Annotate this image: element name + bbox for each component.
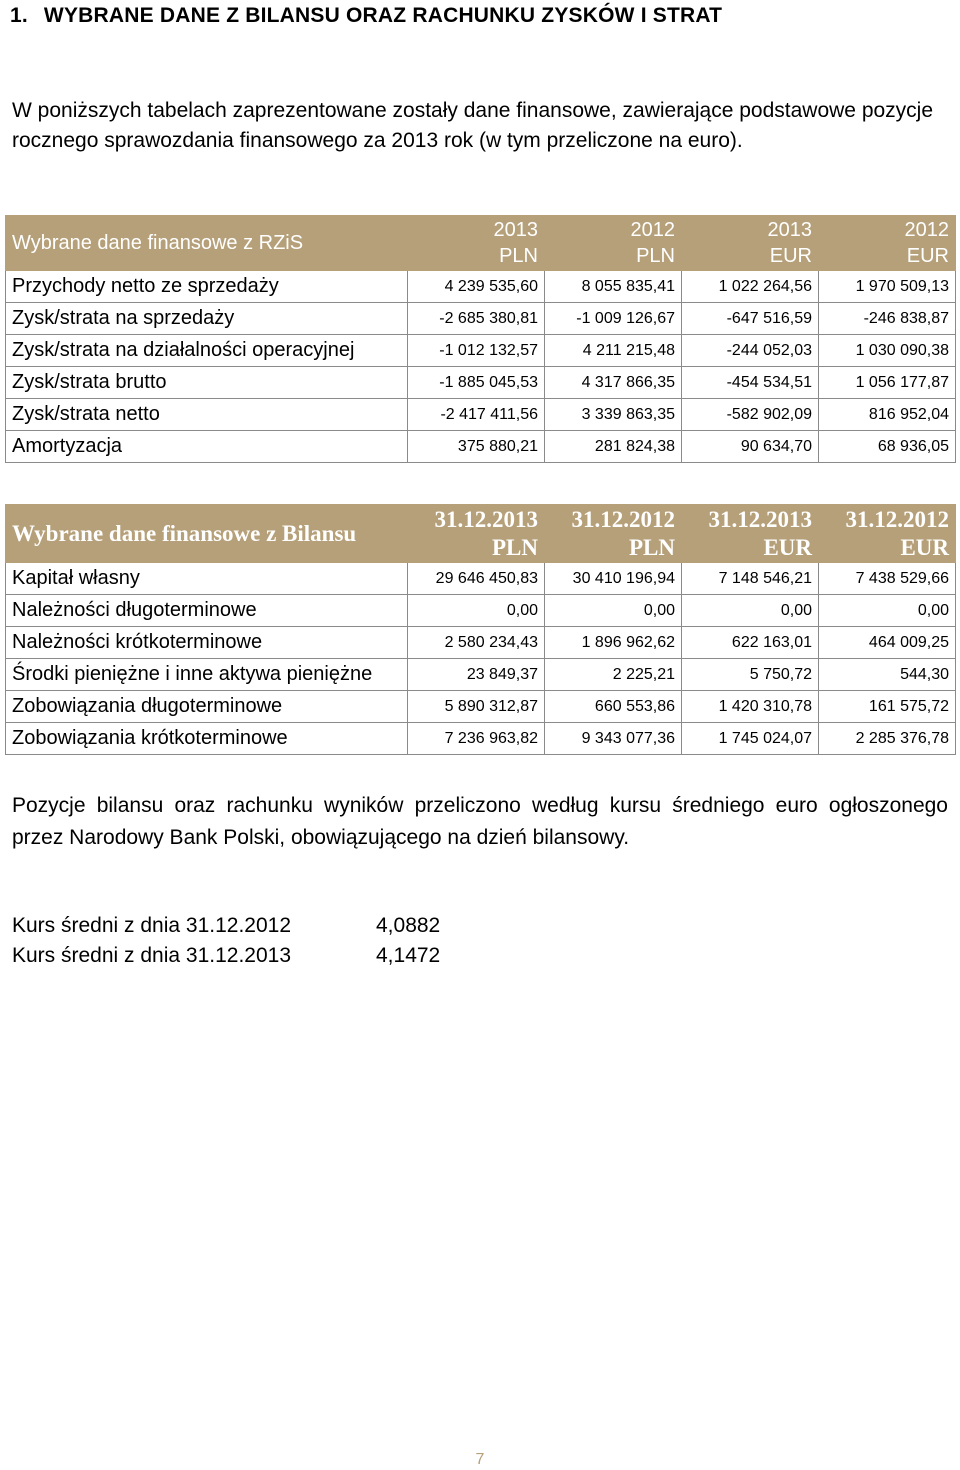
bilans-column-header: 31.12.2013 PLN [408, 505, 545, 563]
value-cell: 0,00 [682, 595, 819, 627]
value-cell: -2 685 380,81 [408, 303, 545, 335]
value-cell: 7 438 529,66 [819, 563, 956, 595]
value-cell: 1 056 177,87 [819, 367, 956, 399]
exchange-rate-label: Kurs średni z dnia 31.12.2013 [12, 944, 292, 967]
rzis-column-header: 2013 EUR [682, 216, 819, 271]
table-row [6, 595, 956, 627]
row-label: Zobowiązania długoterminowe [6, 691, 408, 723]
bilans-column-header: 31.12.2012 PLN [545, 505, 682, 563]
rzis-column-header: 2012 PLN [545, 216, 682, 271]
value-cell: -1 009 126,67 [545, 303, 682, 335]
bilans-table-title: Wybrane dane finansowe z Bilansu [6, 505, 408, 563]
value-cell: 9 343 077,36 [545, 723, 682, 755]
value-cell: 375 880,21 [408, 431, 545, 463]
value-cell: 3 339 863,35 [545, 399, 682, 431]
row-label: Przychody netto ze sprzedaży [6, 271, 408, 303]
value-cell: 0,00 [819, 595, 956, 627]
value-cell: -454 534,51 [682, 367, 819, 399]
table-row [6, 271, 956, 303]
exchange-rates [12, 911, 440, 971]
value-cell: 2 285 376,78 [819, 723, 956, 755]
row-label: Zysk/strata na sprzedaży [6, 303, 408, 335]
value-cell: 1 896 962,62 [545, 627, 682, 659]
value-cell: 161 575,72 [819, 691, 956, 723]
value-cell: 4 239 535,60 [408, 271, 545, 303]
row-label: Zobowiązania krótkoterminowe [6, 723, 408, 755]
row-label: Środki pieniężne i inne aktywa pieniężne [6, 659, 408, 691]
value-cell: 2 580 234,43 [408, 627, 545, 659]
value-cell: 660 553,86 [545, 691, 682, 723]
value-cell: 4 317 866,35 [545, 367, 682, 399]
value-cell: -1 885 045,53 [408, 367, 545, 399]
row-label: Amortyzacja [6, 431, 408, 463]
value-cell: 0,00 [408, 595, 545, 627]
table-row [6, 659, 956, 691]
value-cell: 2 225,21 [545, 659, 682, 691]
value-cell: 1 745 024,07 [682, 723, 819, 755]
table-row [6, 563, 956, 595]
exchange-rate-label: Kurs średni z dnia 31.12.2012 [12, 914, 292, 937]
exchange-rate-value: 4,1472 [376, 944, 441, 967]
value-cell: -2 417 411,56 [408, 399, 545, 431]
page-number: 7 [475, 1451, 485, 1468]
table-row [6, 303, 956, 335]
value-cell: 7 236 963,82 [408, 723, 545, 755]
value-cell: 622 163,01 [682, 627, 819, 659]
table-row [6, 723, 956, 755]
closing-paragraph: Pozycje bilansu oraz rachunku wyników przeliczono według kursu średniego euro ogłoszonego przez Narodowy Bank Polski, obowiązującego na dzień bilansowy. [12, 794, 948, 849]
value-cell: 4 211 215,48 [545, 335, 682, 367]
value-cell: -246 838,87 [819, 303, 956, 335]
value-cell: 5 750,72 [682, 659, 819, 691]
value-cell: 281 824,38 [545, 431, 682, 463]
table-row [6, 431, 956, 463]
value-cell: 1 420 310,78 [682, 691, 819, 723]
table-row [6, 367, 956, 399]
bilans-table [5, 504, 956, 755]
exchange-rate-row [12, 941, 440, 971]
row-label: Należności krótkoterminowe [6, 627, 408, 659]
section-heading [10, 4, 722, 28]
value-cell: 7 148 546,21 [682, 563, 819, 595]
rzis-column-header: 2013 PLN [408, 216, 545, 271]
exchange-rate-row [12, 911, 440, 941]
intro-paragraph: W poniższych tabelach zaprezentowane zostały dane finansowe, zawierające podstawowe pozycje rocznego sprawozdania finansowego za 2013 rok (w tym przeliczone na euro). [12, 99, 934, 152]
value-cell: 816 952,04 [819, 399, 956, 431]
section-number: 1. [10, 4, 28, 27]
row-label: Kapitał własny [6, 563, 408, 595]
value-cell: -647 516,59 [682, 303, 819, 335]
section-title: WYBRANE DANE Z BILANSU ORAZ RACHUNKU ZYSKÓW I STRAT [43, 4, 723, 27]
rzis-table-title: Wybrane dane finansowe z RZiS [6, 216, 408, 271]
value-cell: 0,00 [545, 595, 682, 627]
value-cell: 1 022 264,56 [682, 271, 819, 303]
value-cell: 1 970 509,13 [819, 271, 956, 303]
rzis-header-row [6, 216, 956, 271]
rzis-column-header: 2012 EUR [819, 216, 956, 271]
value-cell: 544,30 [819, 659, 956, 691]
value-cell: -582 902,09 [682, 399, 819, 431]
value-cell: 30 410 196,94 [545, 563, 682, 595]
rzis-table [5, 215, 956, 463]
value-cell: -244 052,03 [682, 335, 819, 367]
row-label: Zysk/strata na działalności operacyjnej [6, 335, 408, 367]
value-cell: 1 030 090,38 [819, 335, 956, 367]
value-cell: 5 890 312,87 [408, 691, 545, 723]
table-row [6, 335, 956, 367]
bilans-column-header: 31.12.2012 EUR [819, 505, 956, 563]
value-cell: 90 634,70 [682, 431, 819, 463]
value-cell: 68 936,05 [819, 431, 956, 463]
table-row [6, 399, 956, 431]
table-row [6, 691, 956, 723]
value-cell: -1 012 132,57 [408, 335, 545, 367]
row-label: Zysk/strata brutto [6, 367, 408, 399]
exchange-rate-value: 4,0882 [376, 914, 441, 937]
bilans-header-row [6, 505, 956, 563]
table-row [6, 627, 956, 659]
value-cell: 8 055 835,41 [545, 271, 682, 303]
bilans-column-header: 31.12.2013 EUR [682, 505, 819, 563]
value-cell: 29 646 450,83 [408, 563, 545, 595]
value-cell: 23 849,37 [408, 659, 545, 691]
row-label: Należności długoterminowe [6, 595, 408, 627]
value-cell: 464 009,25 [819, 627, 956, 659]
row-label: Zysk/strata netto [6, 399, 408, 431]
